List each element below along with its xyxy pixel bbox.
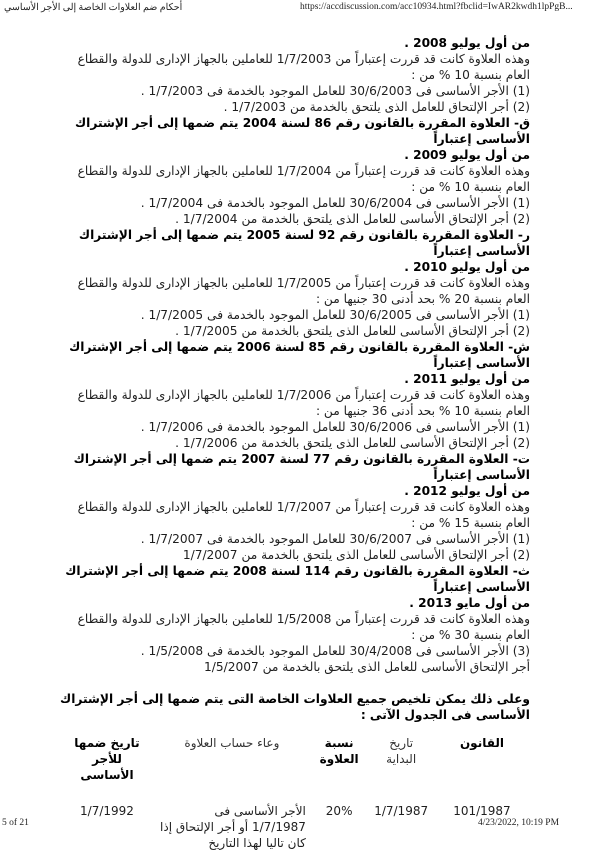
section-heading-line: من أول يوليو 2011 . bbox=[404, 372, 530, 386]
body-text-line: العام بنسبة 10 % من : bbox=[411, 68, 530, 82]
body-text-line: (2) أجر الإلتحاق الأساسى للعامل الذى يلتحق بالخدمة من 1/7/2006 . bbox=[175, 436, 530, 450]
section-heading-line: ش- العلاوة المقررة بالقانون رقم 85 لسنة 2006 يتم ضمها إلى أجر الإشتراك الأساسى إعتباراً bbox=[69, 340, 530, 370]
body-text-line: وهذه العلاوة كانت قد قررت إعتباراً من 1/7/2005 للعاملين بالجهاز الإدارى للدولة والقطاع bbox=[77, 276, 530, 290]
table-header-row bbox=[60, 731, 530, 791]
section-heading-line: من أول مايو 2013 . bbox=[409, 596, 530, 610]
body-text-line: (1) الأجر الأساسى فى 30/6/2004 للعامل الموجود بالخدمة فى 1/7/2004 . bbox=[140, 196, 530, 210]
body-text-line: العام بنسبة 10 % من : bbox=[411, 180, 530, 194]
body-text-line: (1) الأجر الأساسى فى 30/6/2006 للعامل الموجود بالخدمة فى 1/7/2006 . bbox=[140, 420, 530, 434]
body-text-line: (2) أجر الإلتحاق للعامل الذى يلتحق بالخدمة من 1/7/2003 . bbox=[223, 100, 530, 114]
browser-print-header bbox=[0, 0, 589, 16]
body-text-line: وهذه العلاوة كانت قد قررت إعتباراً من 1/5/2008 للعاملين بالجهاز الإدارى للدولة والقطاع bbox=[77, 612, 530, 626]
th-law: القانون bbox=[459, 736, 504, 750]
section-heading-line: من أول يوليو 2012 . bbox=[404, 484, 530, 498]
body-text-line: (1) الأجر الأساسى فى 30/6/2007 للعامل الموجود بالخدمة فى 1/7/2007 . bbox=[140, 532, 530, 546]
th-base: وعاء حساب العلاوة bbox=[184, 736, 280, 750]
cell-law: 101/1987 bbox=[453, 804, 511, 818]
body-text-line: (1) الأجر الأساسى فى 30/6/2003 للعامل الموجود بالخدمة فى 1/7/2003 . bbox=[140, 84, 530, 98]
section-heading-line: ق- العلاوة المقررة بالقانون رقم 86 لسنة 2004 يتم ضمها إلى أجر الإشتراك الأساسى إعتباراً bbox=[75, 116, 530, 146]
th-rate: نسبة العلاوة bbox=[319, 736, 359, 766]
allowances-table bbox=[60, 731, 530, 851]
section-heading-line: ر- العلاوة المقررة بالقانون رقم 92 لسنة 2005 يتم ضمها إلى أجر الإشتراك الأساسى إعتباراً bbox=[78, 228, 530, 258]
browser-print-footer bbox=[0, 818, 589, 832]
cell-base: الأجر الأساسى فى 1/7/1987 أو أجر الإلتحاق إذا كان تاليا لهذا التاريخ bbox=[160, 804, 306, 850]
cell-rate: 20% bbox=[325, 804, 353, 818]
body-text-line: العام بنسبة 30 % من : bbox=[411, 628, 530, 642]
section-heading-line: ث- العلاوة المقررة بالقانون رقم 114 لسنة 2008 يتم ضمها إلى أجر الإشتراك الأساسى إعتباراً bbox=[65, 564, 530, 594]
print-datetime: 4/23/2022, 10:19 PM bbox=[478, 818, 560, 828]
body-text-line: (2) أجر الإلتحاق الأساسى للعامل الذى يلتحق بالخدمة من 1/7/2005 . bbox=[175, 324, 530, 338]
th-merge: تاريخ ضمها للأجر الأساسى bbox=[74, 736, 140, 782]
body-text-line: (2) أجر الإلتحاق الأساسى للعامل الذى يلتحق بالخدمة من 1/7/2004 . bbox=[175, 212, 530, 226]
body-text-line: (2) أجر الإلتحاق الأساسى للعامل الذى يلتحق بالخدمة من 1/7/2007 bbox=[182, 548, 530, 562]
body-text-line: (1) الأجر الأساسى فى 30/6/2005 للعامل الموجود بالخدمة فى 1/7/2005 . bbox=[140, 308, 530, 322]
summary-paragraph: وعلى ذلك يمكن تلخيص جميع العلاوات الخاصة التى يتم ضمها إلى أجر الإشتراك الأساسى فى الجدول الآتى : bbox=[60, 692, 530, 722]
section-heading-line: من أول يوليو 2009 . bbox=[404, 148, 530, 162]
th-start: تاريخ البداية bbox=[386, 736, 417, 766]
cell-start: 1/7/1987 bbox=[374, 804, 429, 818]
body-text-line: وهذه العلاوة كانت قد قررت إعتباراً من 1/7/2004 للعاملين بالجهاز الإدارى للدولة والقطاع bbox=[77, 164, 530, 178]
page-title: أحكام ضم العلاوات الخاصة إلى الأجر الأساسي bbox=[4, 3, 183, 13]
body-text-line: العام بنسبة 10 % بحد أدنى 36 جنيها من : bbox=[315, 404, 530, 418]
section-heading-line: من أول يوليو 2008 . bbox=[404, 36, 530, 50]
body-text-line: العام بنسبة 20 % بحد أدنى 30 جنيها من : bbox=[315, 292, 530, 306]
page-url[interactable]: https://accdiscussion.com/acc10934.html?fbclid=IwAR2kwdh1lpPgB... bbox=[300, 2, 573, 12]
article-content bbox=[60, 35, 530, 851]
section-heading-line: ت- العلاوة المقررة بالقانون رقم 77 لسنة 2007 يتم ضمها إلى أجر الإشتراك الأساسى إعتباراً bbox=[73, 452, 530, 482]
body-text-line: وهذه العلاوة كانت قد قررت إعتباراً من 1/7/2006 للعاملين بالجهاز الإدارى للدولة والقطاع bbox=[77, 388, 530, 402]
body-text-line: وهذه العلاوة كانت قد قررت إعتباراً من 1/7/2007 للعاملين بالجهاز الإدارى للدولة والقطاع bbox=[77, 500, 530, 514]
body-text-line: وهذه العلاوة كانت قد قررت إعتباراً من 1/7/2003 للعاملين بالجهاز الإدارى للدولة والقطاع bbox=[77, 52, 530, 66]
page-number: 5 of 21 bbox=[2, 818, 29, 828]
article-lines bbox=[60, 35, 530, 675]
body-text-line: (3) الأجر الأساسى فى 30/4/2008 للعامل الموجود بالخدمة فى 1/5/2008 . bbox=[140, 644, 530, 658]
body-text-line: العام بنسبة 15 % من : bbox=[411, 516, 530, 530]
body-text-line: أجر الإلتحاق الأساسى للعامل الذى يلتحق بالخدمة من 1/5/2007 bbox=[203, 660, 530, 674]
section-heading-line: من أول يوليو 2010 . bbox=[404, 260, 530, 274]
cell-merge: 1/7/1992 bbox=[80, 804, 134, 818]
